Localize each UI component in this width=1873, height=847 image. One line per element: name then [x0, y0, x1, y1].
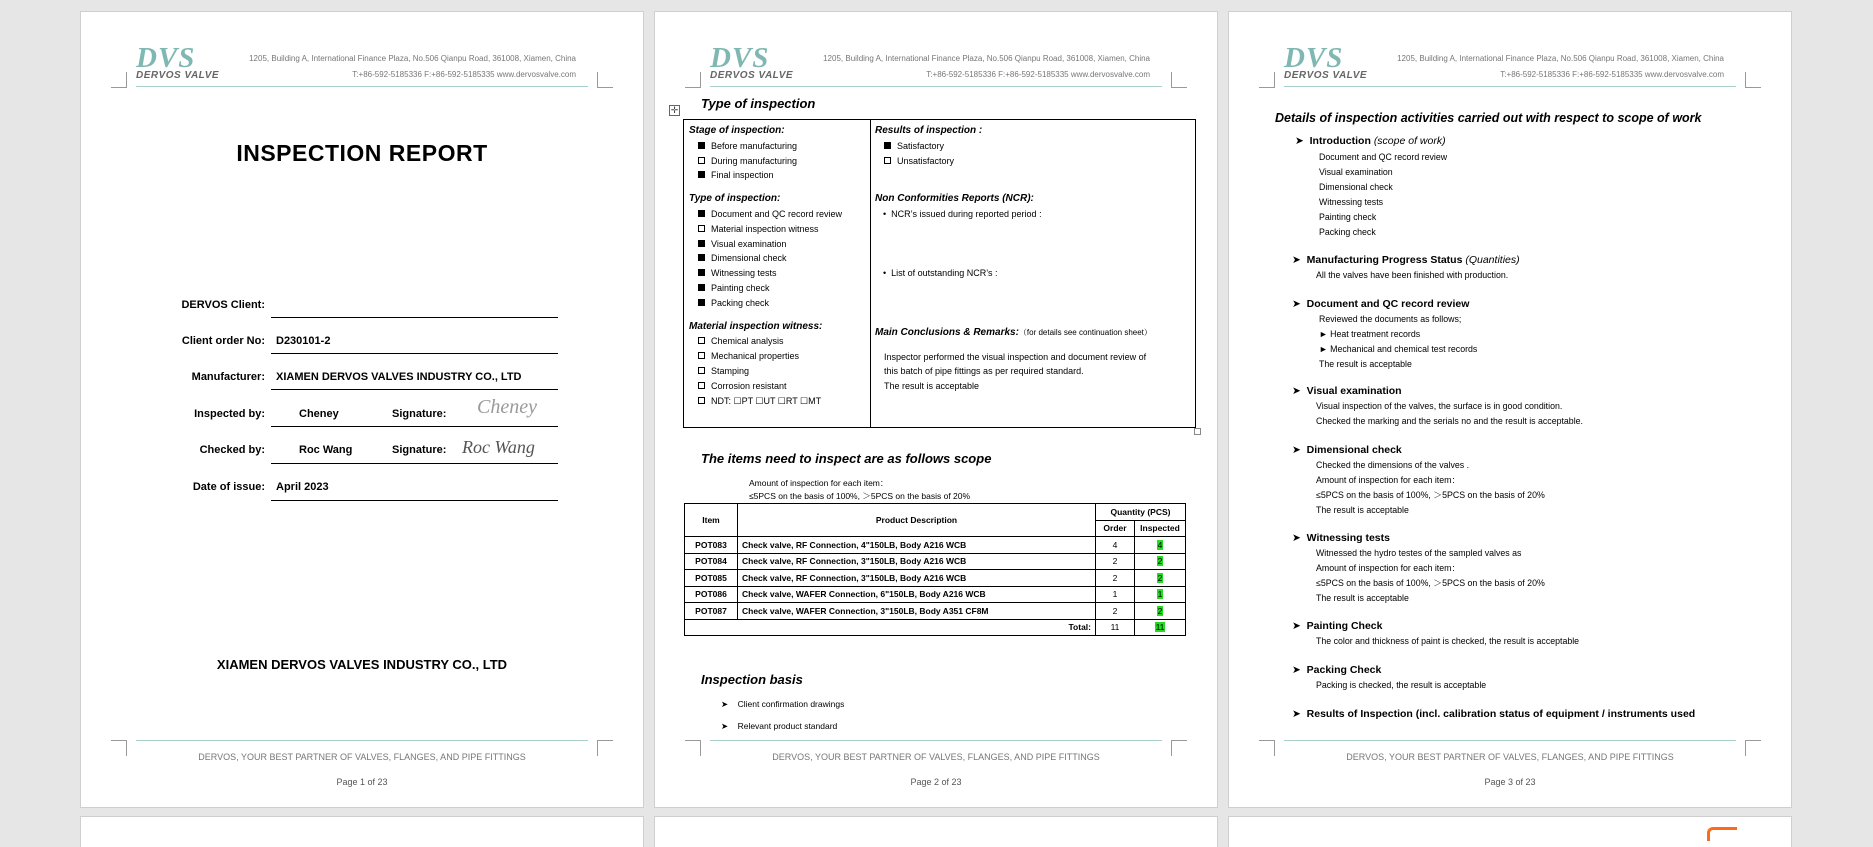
checkbox-item	[689, 237, 867, 252]
list-item: Checked the marking and the serials no and the result is acceptable.	[1316, 416, 1583, 426]
item-cell: POT085	[685, 570, 738, 587]
section-text: The color and thickness of paint is checked, the result is acceptable	[1316, 636, 1580, 646]
signature-label: Signature:	[392, 408, 447, 420]
checkbox-item	[689, 394, 867, 409]
page-number: Page 3 of 23	[1484, 777, 1536, 787]
basis-text: Relevant product standard	[737, 721, 838, 731]
logo-text: DVS	[1284, 42, 1344, 74]
header-address	[823, 51, 1150, 83]
report-title: INSPECTION REPORT	[236, 140, 488, 166]
signature-label: Signature:	[392, 444, 447, 456]
contact-line: T:+86-592-5185336 F:+86-592-5185335 www.dervosvalve.com	[1500, 70, 1724, 79]
checkbox-label: Dimensional check	[711, 253, 787, 264]
order-label: Client order No:	[181, 335, 265, 347]
list-item: ► Heat treatment records	[1319, 329, 1421, 339]
checkbox-item	[875, 139, 1193, 154]
checked-box-icon	[698, 171, 705, 178]
list-item: Witnessing tests	[1319, 197, 1384, 207]
description-cell: Check valve, RF Connection, 3"150LB, Body A216 WCB	[738, 570, 1096, 587]
company-logo	[710, 42, 810, 84]
checked-box-icon	[698, 142, 705, 149]
checkbox-label: Unsatisfactory	[897, 155, 955, 166]
section-title: Dimensional check	[1306, 444, 1402, 456]
total-inspected-cell	[1135, 619, 1186, 636]
signature-cheney: Cheney	[477, 396, 537, 418]
inspected-cell	[1135, 537, 1186, 554]
basis-item: ➤ Relevant product standard	[721, 721, 838, 731]
section-title: Introduction	[1309, 135, 1371, 147]
unchecked-box-icon	[698, 157, 705, 164]
page-header	[710, 32, 1162, 88]
total-order: 11	[1096, 619, 1135, 636]
section-note: (Quantities)	[1465, 254, 1520, 266]
table-header-row	[685, 504, 1186, 521]
date-row	[81, 481, 643, 501]
section-witnessing: ➤ Witnessing tests	[1292, 532, 1390, 544]
checkbox-label: Corrosion resistant	[711, 380, 787, 391]
footer-rule	[136, 740, 588, 741]
basis-heading: Inspection basis	[701, 672, 803, 687]
conclusion-text: The result is acceptable	[884, 381, 980, 392]
order-value: D230101-2	[276, 335, 331, 347]
crop-mark	[1745, 72, 1761, 88]
ncr-item: • NCR’s issued during reported period :	[883, 209, 1042, 220]
col-description: Product Description	[738, 504, 1096, 537]
checkbox-label: NDT: ☐PT ☐UT ☐RT ☐MT	[711, 395, 822, 406]
material-heading: Material inspection witness:	[689, 320, 823, 332]
details-heading: Details of inspection activities carried out with respect to scope of work	[1275, 111, 1702, 125]
type-list	[689, 207, 867, 311]
order-row	[81, 335, 643, 355]
amount-note	[749, 477, 970, 503]
logo-brand: DERVOS VALVE	[1284, 70, 1368, 81]
scope-heading: The items need to inspect are as follows scope	[701, 451, 992, 466]
order-cell: 2	[1096, 603, 1135, 620]
section-title: Document and QC record review	[1306, 298, 1470, 310]
company-logo	[136, 42, 236, 84]
list-item: Checked the dimensions of the valves .	[1316, 460, 1470, 470]
checkbox-label: Stamping	[711, 365, 750, 376]
basis-item: ➤ Client confirmation drawings	[721, 699, 845, 709]
manufacturer-label: Manufacturer:	[191, 371, 265, 383]
page-5-preview	[655, 817, 1217, 847]
unchecked-box-icon	[698, 352, 705, 359]
section-text: All the valves have been finished with production.	[1316, 270, 1509, 280]
underline	[271, 426, 558, 427]
crop-mark	[111, 72, 127, 88]
crop-mark	[685, 72, 701, 88]
checkbox-item	[689, 251, 867, 266]
page-4-preview	[81, 817, 643, 847]
page-6-preview	[1229, 817, 1791, 847]
checked-box-icon	[698, 299, 705, 306]
footer-tagline: DERVOS, YOUR BEST PARTNER OF VALVES, FLANGES, AND PIPE FITTINGS	[772, 752, 1100, 762]
underline	[271, 353, 558, 354]
page-3	[1229, 12, 1791, 807]
page-number: Page 1 of 23	[336, 777, 388, 787]
column-divider	[870, 120, 871, 427]
checkbox-label: Satisfactory	[897, 140, 945, 151]
description-cell: Check valve, WAFER Connection, 3"150LB, Body A351 CF8M	[738, 603, 1096, 620]
underline	[271, 317, 558, 318]
checkbox-item	[689, 281, 867, 296]
unchecked-box-icon	[698, 397, 705, 404]
page-header	[136, 32, 588, 88]
doc-list	[1319, 312, 1477, 372]
unchecked-box-icon	[698, 382, 705, 389]
list-item: The result is acceptable	[1316, 505, 1409, 515]
checkbox-label: Visual examination	[711, 238, 787, 249]
contact-line: T:+86-592-5185336 F:+86-592-5185335 www.dervosvalve.com	[352, 70, 576, 79]
section-text: Packing is checked, the result is acceptable	[1316, 680, 1487, 690]
header-rule	[136, 86, 588, 87]
footer-tagline: DERVOS, YOUR BEST PARTNER OF VALVES, FLANGES, AND PIPE FITTINGS	[1346, 752, 1674, 762]
stage-heading: Stage of inspection:	[689, 125, 785, 136]
checked-label: Checked by:	[199, 444, 265, 456]
items-table	[684, 503, 1186, 636]
crop-mark	[1259, 72, 1275, 88]
table-resize-handle-icon[interactable]	[1194, 428, 1201, 435]
list-item: Packing check	[1319, 227, 1376, 237]
underline	[271, 463, 558, 464]
inspected-label: Inspected by:	[194, 408, 265, 420]
checkbox-label: Mechanical properties	[711, 351, 800, 362]
checkbox-item	[689, 364, 867, 379]
ncr-item-text: List of outstanding NCR’s :	[891, 267, 998, 278]
checkbox-item	[689, 139, 867, 154]
list-item: Visual inspection of the valves, the surface is in good condition.	[1316, 401, 1563, 411]
checkbox-label: Chemical analysis	[711, 336, 784, 347]
checkbox-label: Final inspection	[711, 170, 774, 181]
inspected-value: 2	[1157, 605, 1163, 616]
unchecked-box-icon	[698, 337, 705, 344]
amount-line: ≤5PCS on the basis of 100%, ＞5PCS on the basis of 20%	[749, 491, 971, 501]
signature-roc-wang: Roc Wang	[462, 437, 535, 457]
logo-brand: DERVOS VALVE	[710, 70, 794, 81]
address-line: 1205, Building A, International Finance Plaza, No.506 Qianpu Road, 361008, Xiamen, China	[1397, 54, 1724, 63]
manufacturer-value: XIAMEN DERVOS VALVES INDUSTRY CO., LTD	[276, 371, 522, 383]
section-title: Packing Check	[1306, 664, 1382, 676]
item-cell: POT083	[685, 537, 738, 554]
crop-mark	[597, 72, 613, 88]
stage-list	[689, 139, 867, 183]
date-value: April 2023	[276, 481, 329, 493]
checked-box-icon	[698, 269, 705, 276]
list-item: Amount of inspection for each item：	[1316, 563, 1461, 573]
checkbox-label: During manufacturing	[711, 155, 798, 166]
list-item: Painting check	[1319, 212, 1377, 222]
inspection-type-box	[683, 119, 1196, 428]
conclusion-text: this batch of pipe fittings as per required standard.	[884, 366, 1084, 377]
contact-line: T:+86-592-5185336 F:+86-592-5185335 www.dervosvalve.com	[926, 70, 1150, 79]
header-address	[1397, 51, 1724, 83]
company-logo	[1284, 42, 1384, 84]
list-item: Visual examination	[1319, 167, 1393, 177]
client-label: DERVOS Client:	[181, 299, 265, 311]
results-heading: Results of inspection :	[875, 125, 983, 136]
basis-text: Client confirmation drawings	[737, 699, 845, 709]
unchecked-box-icon	[698, 367, 705, 374]
header-address	[249, 51, 576, 83]
checkbox-item	[689, 379, 867, 394]
item-cell: POT087	[685, 603, 738, 620]
checkbox-item	[689, 207, 867, 222]
page-header	[1284, 32, 1736, 88]
inspected-value: Cheney	[299, 408, 339, 420]
header-rule	[1284, 86, 1736, 87]
checked-box-icon	[698, 210, 705, 217]
list-item: ► Mechanical and chemical test records	[1319, 344, 1478, 354]
section-visual: ➤ Visual examination	[1292, 385, 1402, 397]
manufacturer-row	[81, 371, 643, 391]
footer-rule	[1284, 740, 1736, 741]
page-2	[655, 12, 1217, 807]
checkbox-label: Document and QC record review	[711, 208, 843, 219]
ncr-item: • List of outstanding NCR’s :	[883, 267, 998, 278]
checkbox-item	[689, 296, 867, 311]
date-label: Date of issue:	[192, 481, 265, 493]
list-item: The result is acceptable	[1319, 359, 1412, 369]
footer-tagline: DERVOS, YOUR BEST PARTNER OF VALVES, FLANGES, AND PIPE FITTINGS	[198, 752, 526, 762]
table-total-row	[685, 619, 1186, 636]
list-item: ≤5PCS on the basis of 100%, ＞5PCS on the basis of 20%	[1316, 578, 1545, 588]
total-label: Total:	[685, 619, 1096, 636]
item-cell: POT086	[685, 586, 738, 603]
checked-box-icon	[698, 240, 705, 247]
client-row	[81, 299, 643, 319]
conclusion-heading: Main Conclusions & Remarks:	[875, 326, 1019, 338]
underline	[271, 500, 558, 501]
list-item: Amount of inspection for each item：	[1316, 475, 1461, 485]
logo-text: DVS	[136, 42, 196, 74]
section-introduction: ➤ Introduction (scope of work)	[1295, 135, 1446, 147]
inspected-value: 4	[1157, 539, 1163, 550]
right-column	[875, 124, 1193, 394]
crop-mark	[1171, 72, 1187, 88]
checkbox-item	[689, 222, 867, 237]
checked-box-icon	[698, 254, 705, 261]
conclusion-note: （for details see continuation sheet）	[1018, 327, 1152, 337]
unchecked-box-icon	[884, 157, 891, 164]
checkbox-item	[689, 168, 867, 183]
inspected-cell	[1135, 603, 1186, 620]
section-dimensional: ➤ Dimensional check	[1292, 444, 1402, 456]
table-move-handle-icon[interactable]: ✛	[670, 105, 679, 115]
table-row	[685, 603, 1186, 620]
checked-row	[81, 444, 643, 464]
results-list	[875, 139, 1193, 169]
inspected-cell	[1135, 553, 1186, 570]
col-quantity: Quantity (PCS)	[1096, 504, 1186, 521]
list-item: Reviewed the documents as follows;	[1319, 314, 1462, 324]
orange-overlay-icon[interactable]	[1707, 827, 1737, 841]
list-item: ≤5PCS on the basis of 100%, ＞5PCS on the basis of 20%	[1316, 490, 1545, 500]
checked-box-icon	[884, 142, 891, 149]
dim-list	[1316, 458, 1545, 518]
checkbox-label: Material inspection witness	[711, 223, 819, 234]
page-1	[81, 12, 643, 807]
conclusion-text: Inspector performed the visual inspection and document review of	[884, 351, 1147, 362]
checked-value: Roc Wang	[299, 444, 353, 456]
section-results: ➤ Results of Inspection (incl. calibration status of equipment / instruments used	[1292, 708, 1696, 720]
description-cell: Check valve, RF Connection, 3"150LB, Body A216 WCB	[738, 553, 1096, 570]
checkbox-label: Witnessing tests	[711, 268, 777, 279]
material-list	[689, 334, 867, 408]
inspected-row	[81, 408, 643, 428]
type-heading: Type of inspection:	[689, 193, 781, 205]
left-column	[689, 124, 867, 408]
ncr-item-text: NCR’s issued during reported period :	[891, 209, 1042, 220]
table-body	[685, 537, 1186, 620]
section-document: ➤ Document and QC record review	[1292, 298, 1470, 310]
section-note: (scope of work)	[1373, 135, 1446, 147]
table-row	[685, 537, 1186, 554]
page-number: Page 2 of 23	[910, 777, 962, 787]
table-row	[685, 570, 1186, 587]
inspected-value: 1	[1157, 589, 1163, 600]
list-item: Document and QC record review	[1319, 152, 1448, 162]
section-packing: ➤ Packing Check	[1292, 664, 1382, 676]
description-cell: Check valve, RF Connection, 4"150LB, Body A216 WCB	[738, 537, 1096, 554]
section-title: Results of Inspection (incl. calibration status of equipment / instruments used	[1306, 708, 1696, 720]
list-item: Dimensional check	[1319, 182, 1393, 192]
order-cell: 1	[1096, 586, 1135, 603]
visual-list	[1316, 399, 1583, 429]
checked-box-icon	[698, 284, 705, 291]
checkbox-item	[689, 349, 867, 364]
logo-brand: DERVOS VALVE	[136, 70, 220, 81]
unchecked-box-icon	[698, 225, 705, 232]
checkbox-item	[689, 266, 867, 281]
order-cell: 2	[1096, 570, 1135, 587]
checkbox-item	[875, 154, 1193, 169]
list-item: Witnessed the hydro testes of the sampled valves as	[1316, 548, 1522, 558]
col-inspected: Inspected	[1135, 520, 1186, 537]
section-progress: ➤ Manufacturing Progress Status (Quantities)	[1292, 254, 1520, 266]
item-cell: POT084	[685, 553, 738, 570]
table-row	[685, 586, 1186, 603]
address-line: 1205, Building A, International Finance Plaza, No.506 Qianpu Road, 361008, Xiamen, China	[823, 54, 1150, 63]
wit-list	[1316, 546, 1545, 606]
ncr-heading: Non Conformities Reports (NCR):	[875, 193, 1034, 205]
order-cell: 4	[1096, 537, 1135, 554]
section-title: Painting Check	[1306, 620, 1383, 632]
section-title: Manufacturing Progress Status	[1306, 254, 1463, 266]
amount-line: Amount of inspection for each item：	[749, 478, 889, 488]
total-inspected: 11	[1155, 622, 1165, 633]
checkbox-item	[689, 334, 867, 349]
order-cell: 2	[1096, 553, 1135, 570]
company-name: XIAMEN DERVOS VALVES INDUSTRY CO., LTD	[216, 657, 508, 672]
checkbox-label: Packing check	[711, 297, 770, 308]
checkbox-item	[689, 154, 867, 169]
underline	[271, 389, 558, 390]
section-painting: ➤ Painting Check	[1292, 620, 1383, 632]
list-item: The result is acceptable	[1316, 593, 1409, 603]
section-title: Visual examination	[1306, 385, 1402, 397]
col-item: Item	[685, 504, 738, 537]
checkbox-label: Painting check	[711, 282, 770, 293]
checkbox-label: Before manufacturing	[711, 140, 798, 151]
table-row	[685, 553, 1186, 570]
inspected-cell	[1135, 586, 1186, 603]
header-rule	[710, 86, 1162, 87]
inspected-value: 2	[1157, 556, 1163, 567]
col-order: Order	[1096, 520, 1135, 537]
logo-text: DVS	[710, 42, 770, 74]
conclusion-heading-row	[875, 325, 1193, 341]
description-cell: Check valve, WAFER Connection, 6"150LB, Body A216 WCB	[738, 586, 1096, 603]
address-line: 1205, Building A, International Finance Plaza, No.506 Qianpu Road, 361008, Xiamen, China	[249, 54, 576, 63]
intro-list	[1319, 150, 1447, 240]
inspected-cell	[1135, 570, 1186, 587]
section-heading: Type of inspection	[701, 96, 816, 111]
inspected-value: 2	[1157, 572, 1163, 583]
section-title: Witnessing tests	[1306, 532, 1390, 544]
footer-rule	[710, 740, 1162, 741]
